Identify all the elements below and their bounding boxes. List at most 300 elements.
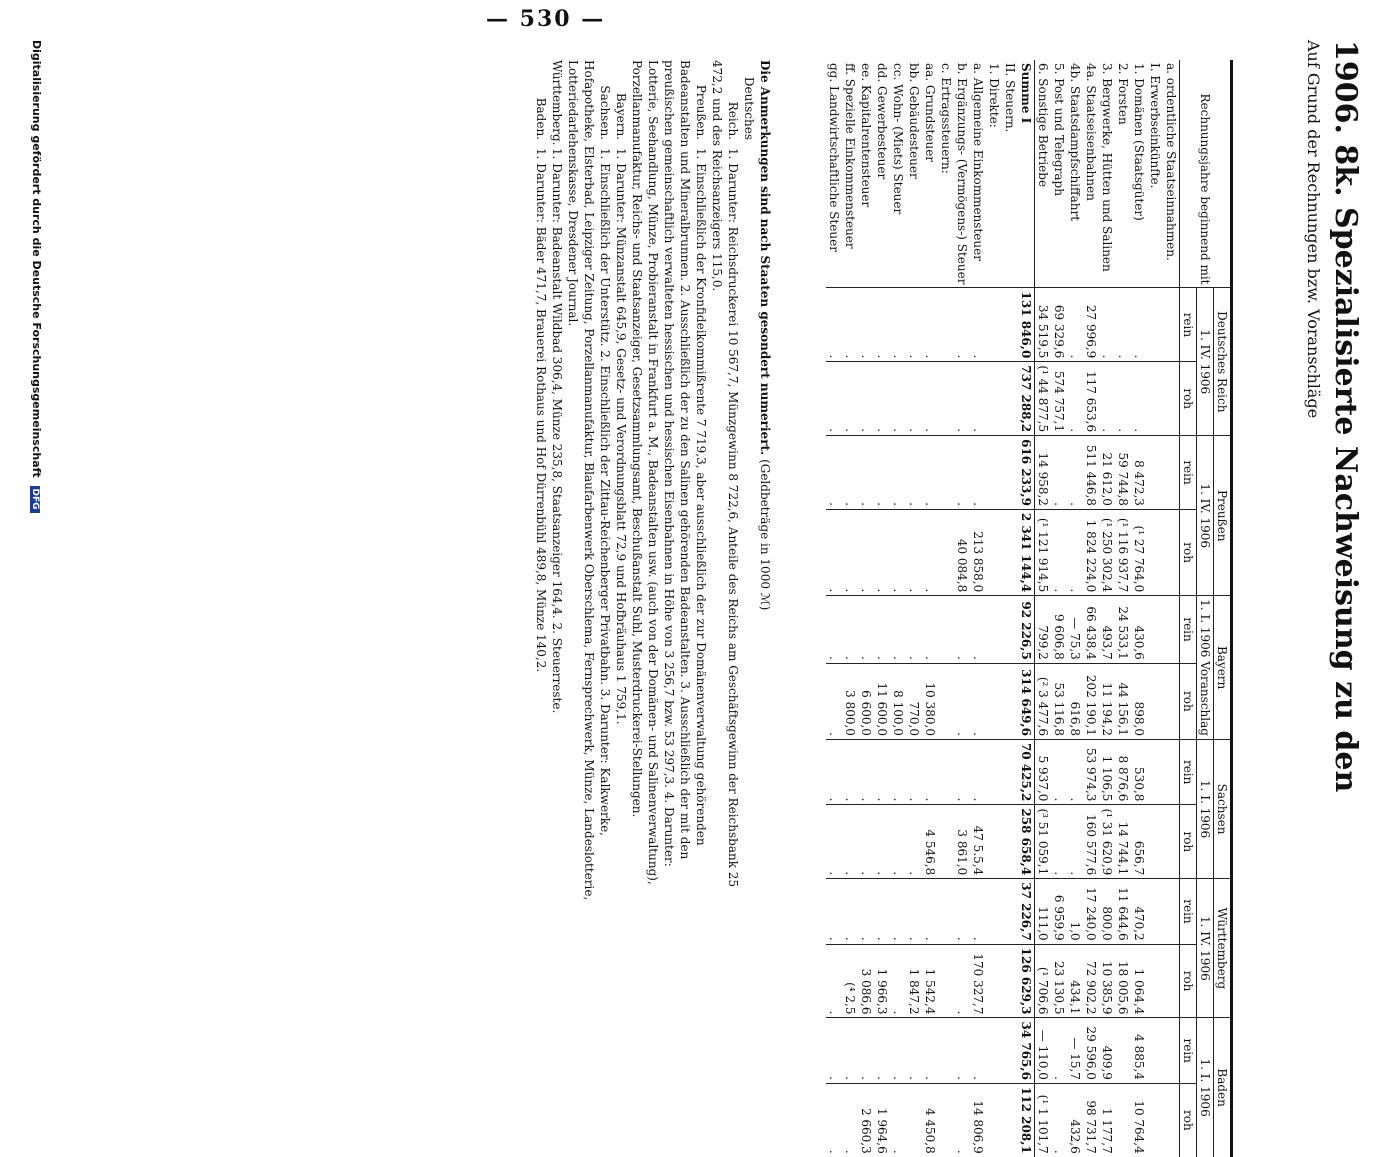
footnote-text: 1. Darunter: Münzanstalt 645,9, Gesetz- und Verordnungsblatt 72,9 und Hofbräuhaus 1 759,1. [614, 148, 628, 725]
table-cell: . [906, 509, 922, 595]
table-cell [1163, 362, 1180, 436]
table-cell: 44 156,1 [1115, 663, 1131, 739]
table-cell: . [826, 596, 842, 664]
table-cell: (¹ 116 937,7 [1115, 509, 1131, 595]
row-label: 4a. Staatseisenbahnen [1084, 63, 1098, 201]
table-cell: . [890, 596, 906, 664]
footnote-text: 1. Einschließlich der Unterstütz. 2. Einschließlich der Zittau-Reichenberger Privatbahn. 3. Darunter: Kalkwerke, Hofapotheke, Elsterbad, Leipziger Zeitung, Porzellanmanufaktur, Blaufarbenwerk Oberschlema, Fernsprechwerk, Münze, Landeslotterie, Lotteriedarlehenskasse, Dresdener Journal. [566, 60, 612, 901]
table-cell: — 110,0 [1035, 1018, 1052, 1083]
row-label: II. Steuern. [1003, 63, 1017, 133]
table-cell: 898,0 [1131, 663, 1147, 739]
table-cell: . [954, 944, 970, 1018]
footnote-text: 1. Einschließlich der Kronfideikommißrente 7 719,3, aber ausschließlich der zur Domänenverwaltung gehörenden Badeanstalten und Mineralbrunnen. 2. Ausschließlich der zu den Salinen gehörenden Badeanstalten. 3. Ausschließlich der mit den preußischen gemeinschaftlich verwalteten hessischen und hessischen Eisenbahnen in Höhe von 3 256,7 bzw. 53 297,3. 4. Darunter: Lotterie, Seehandlung, Münze, Probieranstalt in Frankfurt a. M., Badeanstalten usw. (auch von der Domänen- und Salinenverwaltung), Porzellanmanufaktur, Reichs- und Staatsanzeiger, Gesetzsammlungsamt, Beschußanstalt Suhl, Musterdruckerei-Stellungen. [630, 60, 708, 885]
table-cell: . [1051, 1018, 1067, 1083]
table-cell [1115, 1018, 1131, 1083]
table-cell [1147, 663, 1163, 739]
footnote-item [549, 60, 565, 920]
table-row [858, 60, 874, 1157]
table-row [1083, 60, 1099, 1157]
row-label: cc. Wohn- (Miets) Steuer [891, 63, 905, 215]
table-cell: 98 731,7 [1083, 1083, 1099, 1156]
table-cell: . [1067, 805, 1083, 879]
table-cell: . [906, 288, 922, 362]
subheader-roh: roh [1180, 805, 1197, 879]
table-cell: 8 876,6 [1115, 739, 1131, 804]
subheader-rein: rein [1180, 1018, 1197, 1083]
table-cell: 1 106,5 [1099, 739, 1115, 804]
table-cell: . [890, 362, 906, 436]
table-cell: . [826, 663, 842, 739]
subheader-rein: rein [1180, 436, 1197, 510]
table-cell: 14 806,9 [970, 1083, 986, 1156]
table-cell [1147, 288, 1163, 362]
table-cell: . [1067, 288, 1083, 362]
table-cell [1147, 944, 1163, 1018]
table-cell: 53 116,8 [1051, 663, 1067, 739]
table-cell: 11 194,2 [1099, 663, 1115, 739]
table-cell: 92 226,5 [1018, 596, 1035, 664]
table-cell: . [874, 739, 890, 804]
table-cell: . [906, 879, 922, 944]
row-label: aa. Grundsteuer [923, 63, 937, 163]
table-cell: . [970, 663, 986, 739]
table-cell [1147, 509, 1163, 595]
table-cell: . [1099, 288, 1115, 362]
table-cell: . [954, 436, 970, 510]
table-cell: (¹ 44 877,5 [1035, 362, 1052, 436]
table-cell: 34 765,6 [1018, 1018, 1035, 1083]
table-cell: (¹ 27 764,0 [1131, 509, 1147, 595]
units-note: (Geldbeträge in 1000 ℳ) [758, 459, 772, 611]
table-cell: . [826, 1018, 842, 1083]
table-cell: . [954, 879, 970, 944]
table-cell: 40 084,8 [954, 509, 970, 595]
page-number: — 530 — [486, 6, 606, 32]
table-cell: 21 612,0 [1099, 436, 1115, 510]
table-cell [938, 879, 954, 944]
table-cell: . [858, 362, 874, 436]
credit-text: Digitalisierung gefördert durch die Deutsche Forschungsgemeinschaft [30, 40, 43, 478]
table-cell: 24 533,1 [1115, 596, 1131, 664]
table-row [1131, 60, 1147, 1157]
table-cell [1163, 1018, 1180, 1083]
row-label: Summe I [1018, 60, 1035, 288]
table-cell: . [890, 1083, 906, 1156]
table-cell: . [922, 1018, 938, 1083]
table-cell: . [890, 879, 906, 944]
table-cell: . [874, 596, 890, 664]
table-cell: . [906, 436, 922, 510]
table-cell [986, 663, 1002, 739]
table-cell [1002, 879, 1018, 944]
subheader-roh: roh [1180, 944, 1197, 1018]
subheader-roh: roh [1180, 1083, 1197, 1156]
state-start-date: 1. I. 1906 [1197, 739, 1214, 878]
table-cell [938, 1018, 954, 1083]
table-cell: 5 937,0 [1035, 739, 1052, 804]
table-cell: 2 660,3 [858, 1083, 874, 1156]
table-cell: . [826, 879, 842, 944]
table-cell: 66 438,4 [1083, 596, 1099, 664]
table-cell [938, 509, 954, 595]
footnote-item [629, 60, 709, 920]
table-cell [1147, 362, 1163, 436]
state-start-date: 1. I. 1906 [1197, 1018, 1214, 1157]
table-row [874, 60, 890, 1157]
table-row [954, 60, 970, 1157]
table-cell: 1 847,2 [906, 944, 922, 1018]
table-cell: . [874, 805, 890, 879]
table-cell: . [970, 436, 986, 510]
table-cell [1002, 362, 1018, 436]
table-cell: 3 861,0 [954, 805, 970, 879]
digitization-credit [30, 40, 43, 513]
table-cell: 432,6 [1067, 1083, 1083, 1156]
table-cell [1002, 436, 1018, 510]
table-row [1002, 60, 1018, 1157]
table-cell: . [842, 596, 858, 664]
table-cell: 112 208,1 [1018, 1083, 1035, 1156]
table-cell [986, 596, 1002, 664]
table-cell: . [954, 596, 970, 664]
dfg-logo: DFG [30, 486, 40, 513]
table-cell: . [906, 362, 922, 436]
finance-table [826, 60, 1233, 1157]
footnote-item [565, 60, 613, 920]
table-cell: . [890, 509, 906, 595]
table-cell: (³ 51 059,1 [1035, 805, 1052, 879]
table-cell: 4 450,8 [922, 1083, 938, 1156]
table-row [1035, 60, 1052, 1157]
table-cell: 1 966,3 [874, 944, 890, 1018]
table-cell [1002, 663, 1018, 739]
table-corner: Rechnungsjahre beginnend mit [1180, 60, 1232, 288]
table-cell: . [826, 362, 842, 436]
table-cell: 170 327,7 [970, 944, 986, 1018]
table-cell: 1 064,4 [1131, 944, 1147, 1018]
subheader-rein: rein [1180, 879, 1197, 944]
table-cell: . [954, 362, 970, 436]
table-cell: . [1051, 805, 1067, 879]
table-cell: . [970, 362, 986, 436]
table-cell [1163, 663, 1180, 739]
table-cell: 8 100,0 [890, 663, 906, 739]
state-header: Deutsches Reich [1214, 288, 1232, 436]
row-label: ee. Kapitalrentensteuer [859, 63, 873, 208]
table-cell: 47 5.5,4 [970, 805, 986, 879]
table-cell: . [874, 1018, 890, 1083]
table-cell: . [1067, 509, 1083, 595]
footnotes [533, 60, 773, 920]
table-cell [1163, 739, 1180, 804]
table-cell: 770,0 [906, 663, 922, 739]
table-cell: 202 190,1 [1083, 663, 1099, 739]
table-row [1163, 60, 1180, 1157]
table-cell [986, 879, 1002, 944]
table-cell: . [954, 1018, 970, 1083]
table-cell: 258 658,4 [1018, 805, 1035, 879]
table-row [842, 60, 858, 1157]
table-cell: 430,6 [1131, 596, 1147, 664]
row-label: 4b. Staatsdampfschiffahrt [1068, 63, 1082, 222]
table-row [1018, 60, 1035, 1157]
state-start-date: 1. IV. 1906 [1197, 436, 1214, 596]
table-cell: 213 858,0 [970, 509, 986, 595]
subheader-rein: rein [1180, 739, 1197, 804]
state-header: Bayern [1214, 596, 1232, 740]
table-cell: 117 653,6 [1083, 362, 1099, 436]
table-cell [1163, 509, 1180, 595]
table-cell: . [1067, 436, 1083, 510]
table-cell: . [1051, 436, 1067, 510]
table-cell: . [842, 1083, 858, 1156]
table-row [1099, 60, 1115, 1157]
table-cell: . [954, 663, 970, 739]
table-cell [986, 1083, 1002, 1156]
table-row [938, 60, 954, 1157]
table-cell: . [954, 1083, 970, 1156]
table-cell: . [970, 739, 986, 804]
table-body [826, 60, 1180, 1157]
table-cell: . [890, 1018, 906, 1083]
table-cell: 3 086,6 [858, 944, 874, 1018]
table-cell: 530,8 [1131, 739, 1147, 804]
table-cell [938, 944, 954, 1018]
subheader-rein: rein [1180, 596, 1197, 664]
table-cell [986, 509, 1002, 595]
table-cell: 10 764,4 [1131, 1083, 1147, 1156]
footnote-text: 1. Darunter: Reichsdruckerei 10 567,7, Münzgewinn 8 722,6, Anteile des Reichs am Geschäftsgewinn der Reichsbank 25 472,2 und des Reichsanzeigers 115,0. [710, 60, 740, 888]
table-cell: . [826, 1083, 842, 1156]
table-cell: 616 233,9 [1018, 436, 1035, 510]
footnote-state: Baden. [534, 97, 548, 140]
table-cell: . [826, 288, 842, 362]
table-cell: . [842, 879, 858, 944]
table-cell: 70 425,2 [1018, 739, 1035, 804]
table-cell [1163, 805, 1180, 879]
table-cell: 1 177,7 [1099, 1083, 1115, 1156]
footnote-item [613, 60, 629, 920]
table-cell: . [826, 805, 842, 879]
row-label: gg. Landwirtschaftliche Steuer [827, 63, 841, 252]
state-header: Sachsen [1214, 739, 1232, 878]
state-header: Baden [1214, 1018, 1232, 1157]
table-cell [986, 436, 1002, 510]
table-cell: . [858, 288, 874, 362]
table-cell: . [874, 362, 890, 436]
table-row [1115, 60, 1131, 1157]
table-cell: 8 472,3 [1131, 436, 1147, 510]
table-cell [1147, 1083, 1163, 1156]
table-cell [906, 1083, 922, 1156]
table-cell [1002, 596, 1018, 664]
table-cell: . [954, 288, 970, 362]
table-cell [986, 362, 1002, 436]
table-cell: — 15,7 [1067, 1018, 1083, 1083]
row-label: 5. Post und Telegraph [1052, 63, 1066, 196]
table-cell: 6 959,9 [1051, 879, 1067, 944]
table-cell: 1 824 224,0 [1083, 509, 1099, 595]
table-cell: 470,2 [1131, 879, 1147, 944]
state-start-date: 1. IV. 1906 [1197, 288, 1214, 436]
table-cell [1002, 1083, 1018, 1156]
table-row [922, 60, 938, 1157]
table-cell: . [922, 739, 938, 804]
table-cell [938, 805, 954, 879]
state-start-date: 1. I. 1906 Voranschlag [1197, 596, 1214, 740]
footnote-text: 1. Darunter: Bäder 471,7, Brauerei Rothaus und Hof Dürrenbühl 489,8, Münze 140,2. [534, 148, 548, 673]
page-header [1328, 40, 1363, 792]
table-cell: . [1131, 362, 1147, 436]
table-cell: . [890, 436, 906, 510]
row-label: ff. Spezielle Einkommensteuer [843, 63, 857, 249]
table-cell: 11 644,6 [1115, 879, 1131, 944]
table-row [890, 60, 906, 1157]
table-cell: . [890, 805, 906, 879]
table-cell: 737 288,2 [1018, 362, 1035, 436]
table-cell: . [922, 879, 938, 944]
table-cell [938, 436, 954, 510]
table-cell: . [858, 739, 874, 804]
document-title: 8k. Spezialisierte Nachweisung zu den [1328, 144, 1363, 793]
state-start-date: 1. IV. 1906 [1197, 879, 1214, 1018]
state-header: Preußen [1214, 436, 1232, 596]
table-cell [938, 362, 954, 436]
table-cell: . [842, 288, 858, 362]
table-cell [938, 596, 954, 664]
table-cell: . [906, 739, 922, 804]
document-subtitle: Auf Grund der Rechnungen bzw. Voranschläge [1304, 40, 1323, 419]
row-label: I. Erwerbseinkünfte. [1148, 63, 1162, 189]
table-cell: 126 629,3 [1018, 944, 1035, 1018]
table-cell [1115, 1083, 1131, 1156]
table-cell: 111,0 [1035, 879, 1052, 944]
table-cell: 18 005,6 [1115, 944, 1131, 1018]
table-cell [1147, 1018, 1163, 1083]
table-cell: 409,9 [1099, 1018, 1115, 1083]
table-cell: . [970, 288, 986, 362]
table-cell: . [842, 739, 858, 804]
table-row [986, 60, 1002, 1157]
table-cell [986, 944, 1002, 1018]
table-cell: . [842, 1018, 858, 1083]
table-cell: 17 240,0 [1083, 879, 1099, 944]
table-cell [986, 1018, 1002, 1083]
table-cell: 1,0 [1067, 879, 1083, 944]
footnotes-title: Die Anmerkungen sind nach Staaten gesondert numeriert. [758, 60, 772, 456]
table-cell: . [970, 596, 986, 664]
table-cell: . [1067, 362, 1083, 436]
table-row [1147, 60, 1163, 1157]
table-cell: 1 964,6 [874, 1083, 890, 1156]
table-cell: 434,1 [1067, 944, 1083, 1018]
table-cell: . [1115, 288, 1131, 362]
table-cell: 131 846,0 [1018, 288, 1035, 362]
table-cell [1002, 1018, 1018, 1083]
table-cell: 11 600,0 [874, 663, 890, 739]
row-label: 1. Domänen (Staatsgüter) [1132, 63, 1146, 221]
table-cell: . [890, 739, 906, 804]
table-cell: 34 519,5 [1035, 288, 1052, 362]
table-cell [1147, 879, 1163, 944]
table-cell: . [858, 879, 874, 944]
table-cell: . [826, 509, 842, 595]
table-cell: 4 885,4 [1131, 1018, 1147, 1083]
row-label: 6. Sonstige Betriebe [1036, 63, 1050, 188]
row-label: a. ordentliche Staatseinnahmen. [1164, 63, 1178, 261]
table-cell [938, 739, 954, 804]
table-cell: 10 380,0 [922, 663, 938, 739]
table-cell: 10 385,9 [1099, 944, 1115, 1018]
table-cell: . [874, 879, 890, 944]
table-cell: . [842, 436, 858, 510]
table-cell: (¹ 706,6 [1035, 944, 1052, 1018]
table-cell: . [826, 944, 842, 1018]
row-label: 2. Forsten [1116, 63, 1130, 125]
table-cell: . [922, 288, 938, 362]
table-cell: (² 3 477,6 [1035, 663, 1052, 739]
table-cell: 27 996,9 [1083, 288, 1099, 362]
table-cell: . [922, 596, 938, 664]
table-cell: . [906, 805, 922, 879]
table-cell: . [858, 436, 874, 510]
table-cell: . [1051, 509, 1067, 595]
table-cell: 29 596,0 [1083, 1018, 1099, 1083]
table-row [826, 60, 842, 1157]
table-row [1051, 60, 1067, 1157]
table-cell: 493,7 [1099, 596, 1115, 664]
table-cell [1147, 436, 1163, 510]
table-cell: 799,2 [1035, 596, 1052, 664]
table-cell: (¹ 250 302,4 [1099, 509, 1115, 595]
table-cell: 53 974,3 [1083, 739, 1099, 804]
table-cell: . [858, 596, 874, 664]
table-row [906, 60, 922, 1157]
table-cell: 3 800,0 [842, 663, 858, 739]
table-cell: . [826, 436, 842, 510]
table-cell: 656,7 [1131, 805, 1147, 879]
table-cell: 314 649,6 [1018, 663, 1035, 739]
row-label: 3. Bergwerke, Hütten und Salinen [1100, 63, 1114, 272]
table-cell: . [1131, 288, 1147, 362]
table-cell: . [954, 739, 970, 804]
table-cell: . [826, 739, 842, 804]
table-cell: 9 606,8 [1051, 596, 1067, 664]
table-cell: . [906, 1018, 922, 1083]
table-cell [1163, 879, 1180, 944]
table-cell: (¹ 121 914,5 [1035, 509, 1052, 595]
table-cell [1163, 288, 1180, 362]
table-cell [1163, 596, 1180, 664]
table-cell: 511 446,8 [1083, 436, 1099, 510]
table-row [1067, 60, 1083, 1157]
table-cell: . [842, 509, 858, 595]
row-label: dd. Gewerbesteuer [875, 63, 889, 180]
table-cell [1002, 509, 1018, 595]
state-header-row [1214, 60, 1232, 1157]
table-cell: . [906, 596, 922, 664]
table-cell [1002, 944, 1018, 1018]
table-cell [1002, 739, 1018, 804]
table-cell: 14 744,1 [1115, 805, 1131, 879]
subheader-roh: roh [1180, 509, 1197, 595]
table-cell: . [842, 362, 858, 436]
table-cell: . [874, 288, 890, 362]
table-cell: . [858, 509, 874, 595]
table-cell: . [922, 436, 938, 510]
table-cell: 59 744,8 [1115, 436, 1131, 510]
table-cell [938, 663, 954, 739]
